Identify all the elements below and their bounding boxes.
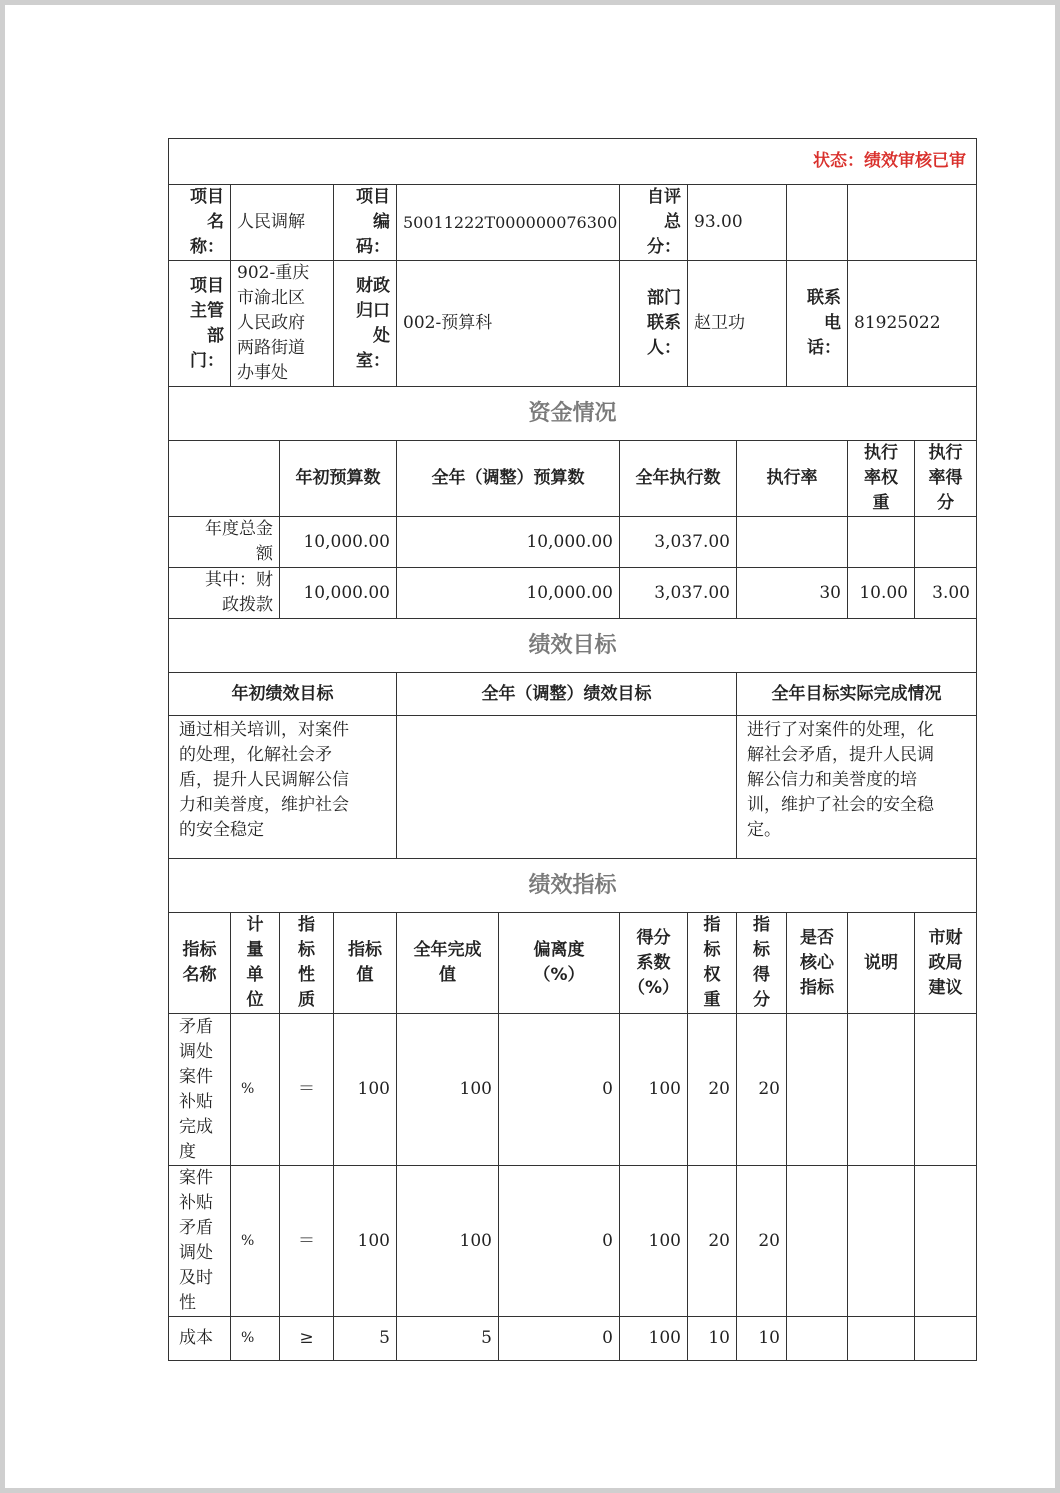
funds-adjusted: 10,000.00 <box>397 568 620 619</box>
empty-cell <box>848 185 976 261</box>
contact-label: 部门 联系 人： <box>620 261 688 387</box>
project-name-label: 项目 名 称： <box>169 185 231 261</box>
indicator-coef: 100 <box>620 1166 688 1317</box>
project-code-label: 项目 编 码： <box>334 185 397 261</box>
indicator-target: 100 <box>334 1166 397 1317</box>
indicator-unit: % <box>231 1317 280 1360</box>
indicators-header: 说明 <box>848 913 915 1014</box>
indicator-advice <box>915 1317 976 1360</box>
phone-label: 联系 电 话： <box>787 261 848 387</box>
indicator-actual: 5 <box>397 1317 499 1360</box>
funds-initial: 10,000.00 <box>280 568 397 619</box>
dept-value: 902-重庆 市渝北区 人民政府 两路街道 办事处 <box>231 261 334 387</box>
indicators-header: 市财 政局 建议 <box>915 913 976 1014</box>
indicators-header: 指标 值 <box>334 913 397 1014</box>
indicator-nature: ＝ <box>280 1166 334 1317</box>
funds-executed: 3,037.00 <box>620 517 737 568</box>
goals-adjusted-text <box>397 716 737 859</box>
funds-row-label: 年度总金 额 <box>169 517 280 568</box>
empty-cell <box>169 441 280 517</box>
indicator-score: 20 <box>737 1166 787 1317</box>
funds-header: 执行 率权 重 <box>848 441 915 517</box>
finance-office-value: 002-预算科 <box>397 261 620 387</box>
indicator-advice <box>915 1014 976 1166</box>
funds-header: 执行 率得 分 <box>915 441 976 517</box>
indicator-nature: ＝ <box>280 1014 334 1166</box>
funds-header: 年初预算数 <box>280 441 397 517</box>
indicator-coef: 100 <box>620 1014 688 1166</box>
goals-initial-text: 通过相关培训，对案件 的处理，化解社会矛 盾，提升人民调解公信 力和美誉度，维护社会 的安全稳定 <box>169 716 397 859</box>
funds-section-title: 资金情况 <box>169 387 976 441</box>
project-name-value: 人民调解 <box>231 185 334 261</box>
indicator-deviation: 0 <box>499 1166 620 1317</box>
indicators-header: 指 标 得 分 <box>737 913 787 1014</box>
goals-actual-text: 进行了对案件的处理，化 解社会矛盾，提升人民调 解公信力和美誉度的培 训，维护了社会的安全稳 定。 <box>737 716 976 859</box>
indicator-core <box>787 1014 848 1166</box>
indicator-name: 矛盾 调处 案件 补贴 完成 度 <box>169 1014 231 1166</box>
indicator-actual: 100 <box>397 1166 499 1317</box>
self-score-label: 自评 总 分： <box>620 185 688 261</box>
phone-value: 81925022 <box>848 261 976 387</box>
indicator-unit: % <box>231 1014 280 1166</box>
indicator-weight: 20 <box>688 1166 737 1317</box>
project-code-value: 50011222T000000076300 <box>397 185 620 261</box>
indicators-header: 指 标 权 重 <box>688 913 737 1014</box>
funds-weight <box>848 517 915 568</box>
goals-header: 全年（调整）绩效目标 <box>397 673 737 716</box>
indicators-header: 指 标 性 质 <box>280 913 334 1014</box>
goals-section-title: 绩效目标 <box>169 619 976 673</box>
funds-adjusted: 10,000.00 <box>397 517 620 568</box>
indicator-note <box>848 1014 915 1166</box>
contact-value: 赵卫功 <box>688 261 787 387</box>
goals-header: 全年目标实际完成情况 <box>737 673 976 716</box>
indicator-advice <box>915 1166 976 1317</box>
indicator-score: 10 <box>737 1317 787 1360</box>
indicators-header: 计 量 单 位 <box>231 913 280 1014</box>
performance-report-table <box>168 138 977 1361</box>
funds-row-label: 其中：财 政拨款 <box>169 568 280 619</box>
indicator-name: 案件 补贴 矛盾 调处 及时 性 <box>169 1166 231 1317</box>
indicator-weight: 20 <box>688 1014 737 1166</box>
funds-executed: 3,037.00 <box>620 568 737 619</box>
indicator-deviation: 0 <box>499 1014 620 1166</box>
indicators-header: 偏离度 （%） <box>499 913 620 1014</box>
indicator-core <box>787 1166 848 1317</box>
indicators-header: 指标 名称 <box>169 913 231 1014</box>
indicator-note <box>848 1166 915 1317</box>
indicators-header: 全年完成 值 <box>397 913 499 1014</box>
indicator-target: 5 <box>334 1317 397 1360</box>
indicator-coef: 100 <box>620 1317 688 1360</box>
funds-header: 全年（调整）预算数 <box>397 441 620 517</box>
funds-rate <box>737 517 848 568</box>
indicators-header: 得分 系数 （%） <box>620 913 688 1014</box>
goals-header: 年初绩效目标 <box>169 673 397 716</box>
indicator-deviation: 0 <box>499 1317 620 1360</box>
funds-header: 执行率 <box>737 441 848 517</box>
funds-weight: 10.00 <box>848 568 915 619</box>
indicator-score: 20 <box>737 1014 787 1166</box>
funds-rate: 30 <box>737 568 848 619</box>
indicator-core <box>787 1317 848 1360</box>
indicator-target: 100 <box>334 1014 397 1166</box>
dept-label: 项目 主管 部 门： <box>169 261 231 387</box>
indicators-section-title: 绩效指标 <box>169 859 976 913</box>
empty-cell <box>787 185 848 261</box>
indicator-actual: 100 <box>397 1014 499 1166</box>
indicator-note <box>848 1317 915 1360</box>
funds-score: 3.00 <box>915 568 976 619</box>
indicators-header: 是否 核心 指标 <box>787 913 848 1014</box>
funds-score <box>915 517 976 568</box>
indicator-nature: ≥ <box>280 1317 334 1360</box>
funds-header: 全年执行数 <box>620 441 737 517</box>
self-score-value: 93.00 <box>688 185 787 261</box>
indicator-unit: % <box>231 1166 280 1317</box>
document-page <box>5 5 1055 1488</box>
funds-initial: 10,000.00 <box>280 517 397 568</box>
finance-office-label: 财政 归口 处 室： <box>334 261 397 387</box>
indicator-name: 成本 <box>169 1317 231 1360</box>
indicator-weight: 10 <box>688 1317 737 1360</box>
status-label: 状态：绩效审核已审 <box>169 139 976 185</box>
